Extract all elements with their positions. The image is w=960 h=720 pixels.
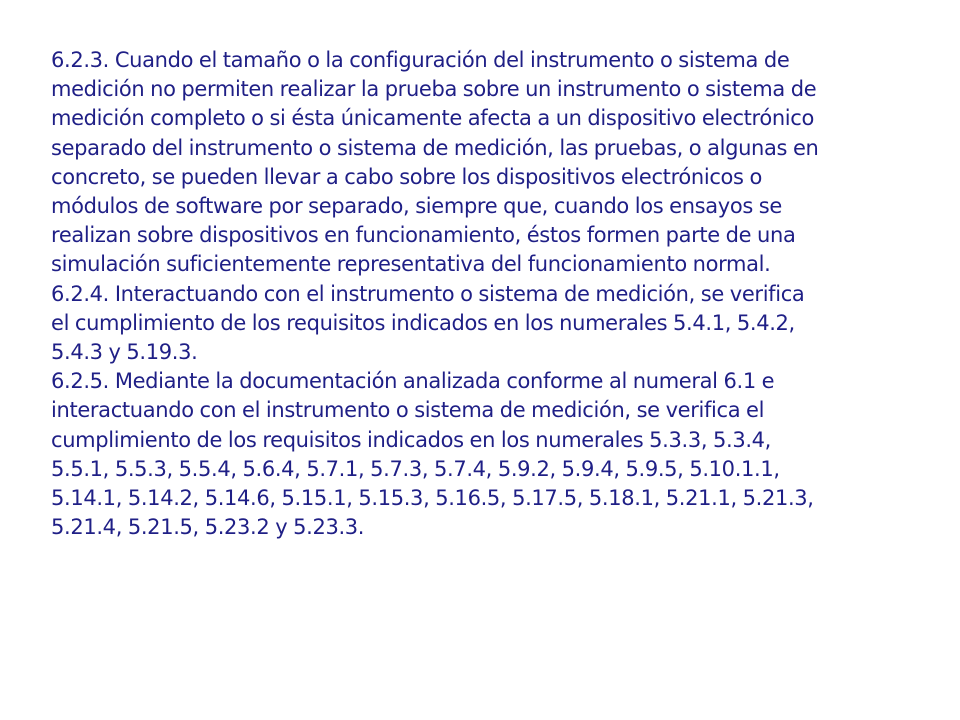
paragraph-6-2-5-line-3: cumplimiento de los requisitos indicados en los numerales 5.3.3, 5.3.4, (51, 427, 771, 452)
paragraph-6-2-3-line-4: separado del instrumento o sistema de medición, las pruebas, o algunas en (51, 135, 819, 160)
paragraph-6-2-4-line-1: 6.2.4. Interactuando con el instrumento o sistema de medición, se verifica (51, 281, 805, 306)
paragraph-6-2-3-line-6: módulos de software por separado, siempre que, cuando los ensayos se (51, 194, 782, 219)
paragraph-6-2-5-line-2: interactuando con el instrumento o sistema de medición, se verifica el (51, 398, 765, 423)
paragraph-6-2-3-line-2: medición no permiten realizar la prueba sobre un instrumento o sistema de (51, 77, 817, 102)
paragraph-6-2-5-line-5: 5.14.1, 5.14.2, 5.14.6, 5.15.1, 5.15.3, 5.16.5, 5.17.5, 5.18.1, 5.21.1, 5.21.3, (51, 486, 814, 511)
paragraph-6-2-3-line-3: medición completo o si ésta únicamente afecta a un dispositivo electrónico (51, 106, 814, 131)
paragraph-6-2-5-line-4: 5.5.1, 5.5.3, 5.5.4, 5.6.4, 5.7.1, 5.7.3, 5.7.4, 5.9.2, 5.9.4, 5.9.5, 5.10.1.1, (51, 456, 780, 481)
paragraph-6-2-4-line-3: 5.4.3 y 5.19.3. (51, 340, 198, 365)
paragraph-6-2-3-line-8: simulación suficientemente representativa del funcionamiento normal. (51, 252, 771, 277)
paragraph-6-2-5-line-1: 6.2.5. Mediante la documentación analizada conforme al numeral 6.1 e (51, 369, 775, 394)
paragraph-6-2-3-line-5: concreto, se pueden llevar a cabo sobre los dispositivos electrónicos o (51, 164, 762, 189)
paragraph-6-2-4-line-2: el cumplimiento de los requisitos indicados en los numerales 5.4.1, 5.4.2, (51, 310, 795, 335)
paragraph-6-2-5-line-6: 5.21.4, 5.21.5, 5.23.2 y 5.23.3. (51, 515, 365, 540)
paragraph-6-2-3-line-7: realizan sobre dispositivos en funcionamiento, éstos formen parte de una (51, 223, 796, 248)
paragraph-6-2-3-line-1: 6.2.3. Cuando el tamaño o la configuración del instrumento o sistema de (51, 48, 790, 72)
body-text (51, 46, 951, 542)
